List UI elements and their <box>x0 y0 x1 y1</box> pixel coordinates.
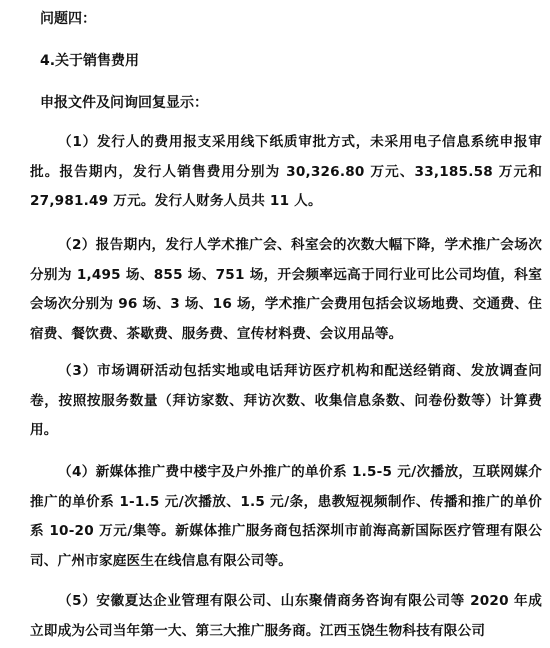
section-title: 4.关于销售费用 <box>40 53 140 69</box>
paragraph-4: （4）新媒体推广费中楼宇及户外推广的单价系 1.5-5 元/次播放，互联网媒介推广的单价系 1-1.5 元/次播放、1.5 元/条，患教短视频制作、传播和推广的单价系 10-20 万元/集等。新媒体推广服务商包括深圳市前海高新国际医疗管理有限公司、广州市家庭医生在线信息有限公司等。 <box>30 464 542 569</box>
paragraph-3: （3）市场调研活动包括实地或电话拜访医疗机构和配送经销商、发放调查问卷，按照按服务数量（拜访家数、拜访次数、收集信息条数、问卷份数等）计算费用。 <box>30 363 542 438</box>
paragraph-5: （5）安徽夏达企业管理有限公司、山东聚倩商务咨询有限公司等 2020 年成立即成为公司当年第一大、第三大推广服务商。江西玉饶生物科技有限公司 <box>30 593 542 639</box>
paragraph-1: （1）发行人的费用报支采用线下纸质审批方式，未采用电子信息系统申报审批。报告期内，发行人销售费用分别为 30,326.80 万元、33,185.58 万元和 27,981.49 万元。发行人财务人员共 11 人。 <box>30 134 542 209</box>
paragraph-2: （2）报告期内，发行人学术推广会、科室会的次数大幅下降，学术推广会场次分别为 1,495 场、855 场、751 场，开会频率远高于同行业可比公司均值，科室会场次分别为 96 场、3 场、16 场，学术推广会费用包括会议场地费、交通费、住宿费、餐饮费、茶歇费、服务费、宣传材料费、会议用品等。 <box>30 237 542 342</box>
question-heading: 问题四： <box>40 11 96 27</box>
subtitle: 申报文件及问询回复显示： <box>40 95 208 111</box>
